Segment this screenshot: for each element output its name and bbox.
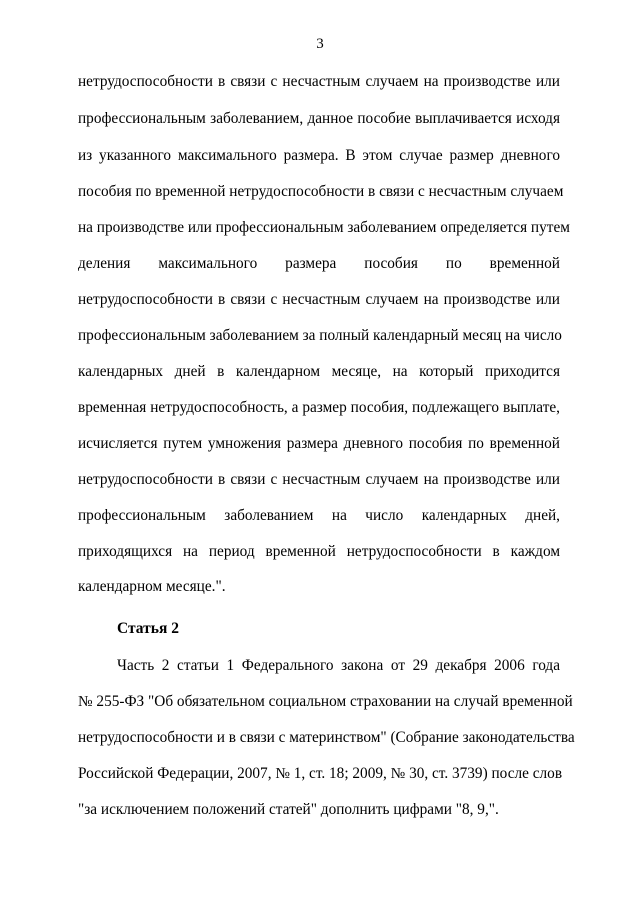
- text-line: Российской Федерации, 2007, № 1, ст. 18; 2009, № 30, ст. 3739) после слов: [78, 765, 563, 782]
- text-line: профессиональным заболеванием, данное пособие выплачивается исходя: [78, 110, 560, 127]
- text-line: профессиональным заболеванием за полный календарный месяц на число: [78, 327, 562, 344]
- text-line: Часть 2 статьи 1 Федерального закона от 29 декабря 2006 года: [117, 657, 560, 674]
- text-line: "за исключением положений статей" дополнить цифрами "8, 9,".: [78, 801, 499, 818]
- text-line: временная нетрудоспособность, а размер пособия, подлежащего выплате,: [78, 399, 560, 416]
- text-line: нетрудоспособности и в связи с материнством" (Собрание законодательства: [78, 729, 575, 746]
- text-line: пособия по временной нетрудоспособности в связи с несчастным случаем: [78, 183, 564, 200]
- text-line: нетрудоспособности в связи с несчастным случаем на производстве или: [78, 291, 560, 308]
- text-line: приходящихся на период временной нетрудоспособности в каждом: [78, 543, 560, 560]
- text-line: календарных дней в календарном месяце, на который приходится: [78, 363, 560, 380]
- text-line: на производстве или профессиональным заболеванием определяется путем: [78, 219, 570, 236]
- text-line: профессиональным заболеванием на число календарных дней,: [78, 507, 560, 524]
- text-line: № 255-ФЗ "Об обязательном социальном страховании на случай временной: [78, 693, 573, 710]
- article-heading: Статья 2: [117, 620, 179, 637]
- text-line: исчисляется путем умножения размера дневного пособия по временной: [78, 435, 560, 452]
- text-line: деления максимального размера пособия по временной: [78, 255, 560, 272]
- text-line: календарном месяце.".: [78, 578, 226, 595]
- text-line: нетрудоспособности в связи с несчастным случаем на производстве или: [78, 471, 560, 488]
- page-number: 3: [316, 36, 324, 52]
- text-line: из указанного максимального размера. В этом случае размер дневного: [78, 147, 560, 164]
- text-line: нетрудоспособности в связи с несчастным случаем на производстве или: [78, 73, 560, 90]
